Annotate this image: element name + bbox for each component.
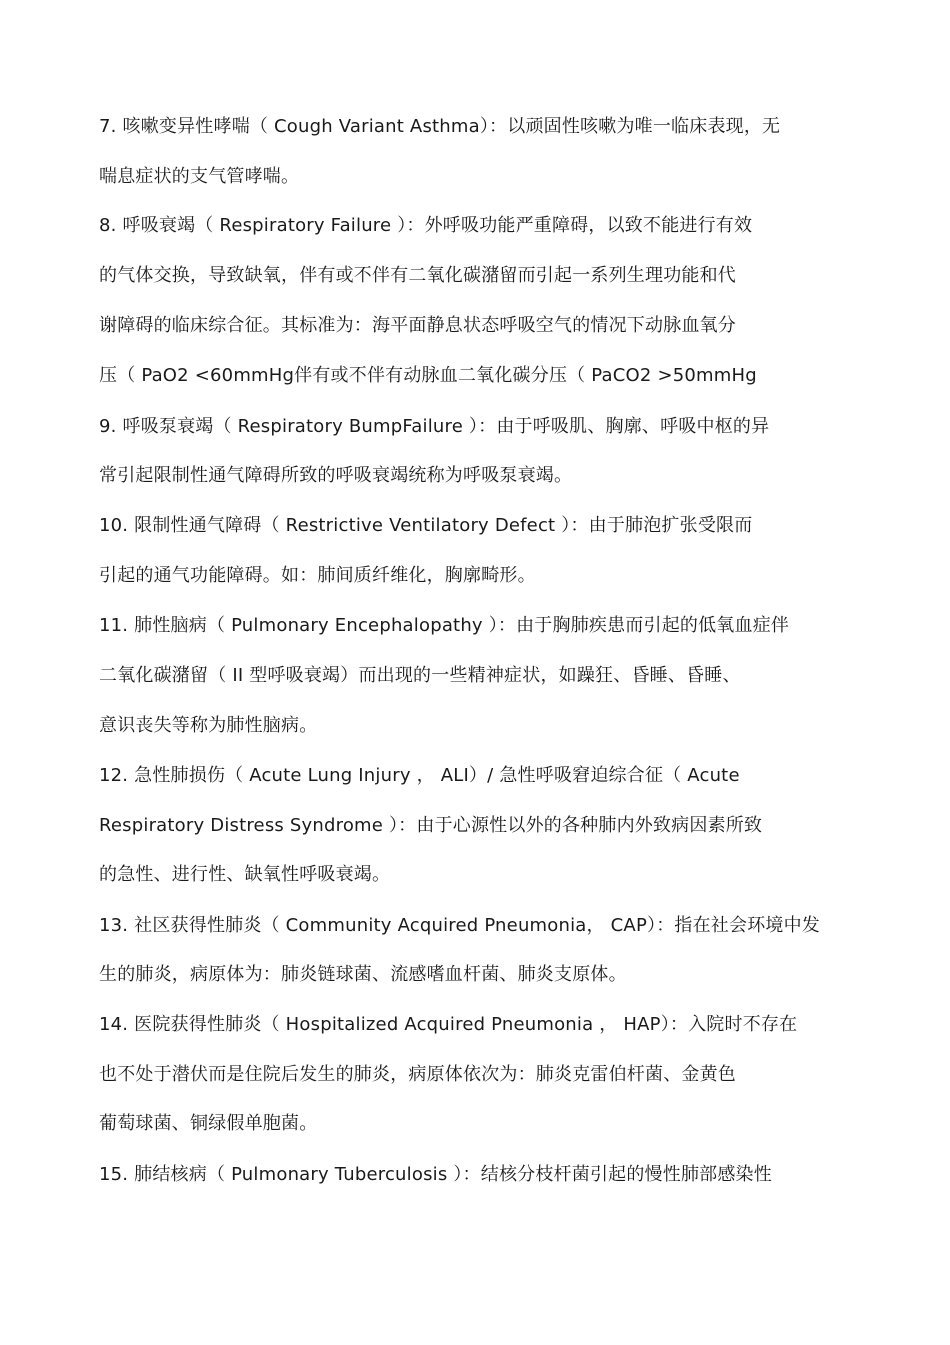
text-line: 10. 限制性通气障碍（ Restrictive Ventilatory Defect ）：由于肺泡扩张受限而 — [99, 515, 753, 536]
text-line: 9. 呼吸泵衰竭（ Respiratory BumpFailure ）：由于呼吸肌、胸廓、呼吸中枢的异 — [99, 416, 770, 437]
text-line: 12. 急性肺损伤（ Acute Lung Injury ， ALI）/ 急性呼吸窘迫综合征（ Acute — [99, 765, 740, 786]
text-line: 11. 肺性脑病（ Pulmonary Encephalopathy ）：由于胸肺疾患而引起的低氧血症伴 — [99, 615, 790, 636]
text-line: Respiratory Distress Syndrome ）：由于心源性以外的各种肺内外致病因素所致 — [99, 815, 763, 836]
text-line: 葡萄球菌、铜绿假单胞菌。 — [99, 1113, 318, 1134]
text-line: 常引起限制性通气障碍所致的呼吸衰竭统称为呼吸泵衰竭。 — [99, 465, 573, 486]
text-line: 的气体交换，导致缺氧，伴有或不伴有二氧化碳潴留而引起一系列生理功能和代 — [99, 265, 736, 286]
text-line: 意识丧失等称为肺性脑病。 — [99, 715, 318, 736]
text-line: 13. 社区获得性肺炎（ Community Acquired Pneumonia， CAP）：指在社会环境中发 — [99, 915, 820, 936]
text-line: 8. 呼吸衰竭（ Respiratory Failure ）：外呼吸功能严重障碍，以致不能进行有效 — [99, 215, 753, 236]
text-line: 生的肺炎，病原体为：肺炎链球菌、流感嗜血杆菌、肺炎支原体。 — [99, 964, 627, 985]
text-line: 也不处于潜伏而是住院后发生的肺炎，病原体依次为：肺炎克雷伯杆菌、金黄色 — [99, 1064, 736, 1085]
text-line: 喘息症状的支气管哮喘。 — [99, 166, 300, 187]
text-line: 压（ PaO2 <60mmHg伴有或不伴有动脉血二氧化碳分压（ PaCO2 >50mmHg — [99, 365, 757, 386]
text-line: 15. 肺结核病（ Pulmonary Tuberculosis ）：结核分枝杆菌引起的慢性肺部感染性 — [99, 1164, 772, 1185]
text-line: 二氧化碳潴留（ II 型呼吸衰竭）而出现的一些精神症状，如躁狂、昏睡、昏睡、 — [99, 665, 741, 686]
text-line: 14. 医院获得性肺炎（ Hospitalized Acquired Pneumonia ， HAP）：入院时不存在 — [99, 1014, 798, 1035]
text-line: 引起的通气功能障碍。如：肺间质纤维化，胸廓畸形。 — [99, 565, 536, 586]
text-line: 谢障碍的临床综合征。其标准为：海平面静息状态呼吸空气的情况下动脉血氧分 — [99, 315, 736, 336]
text-line: 的急性、进行性、缺氧性呼吸衰竭。 — [99, 864, 391, 885]
text-line: 7. 咳嗽变异性哮喘（ Cough Variant Asthma）：以顽固性咳嗽为唯一临床表现，无 — [99, 116, 781, 137]
